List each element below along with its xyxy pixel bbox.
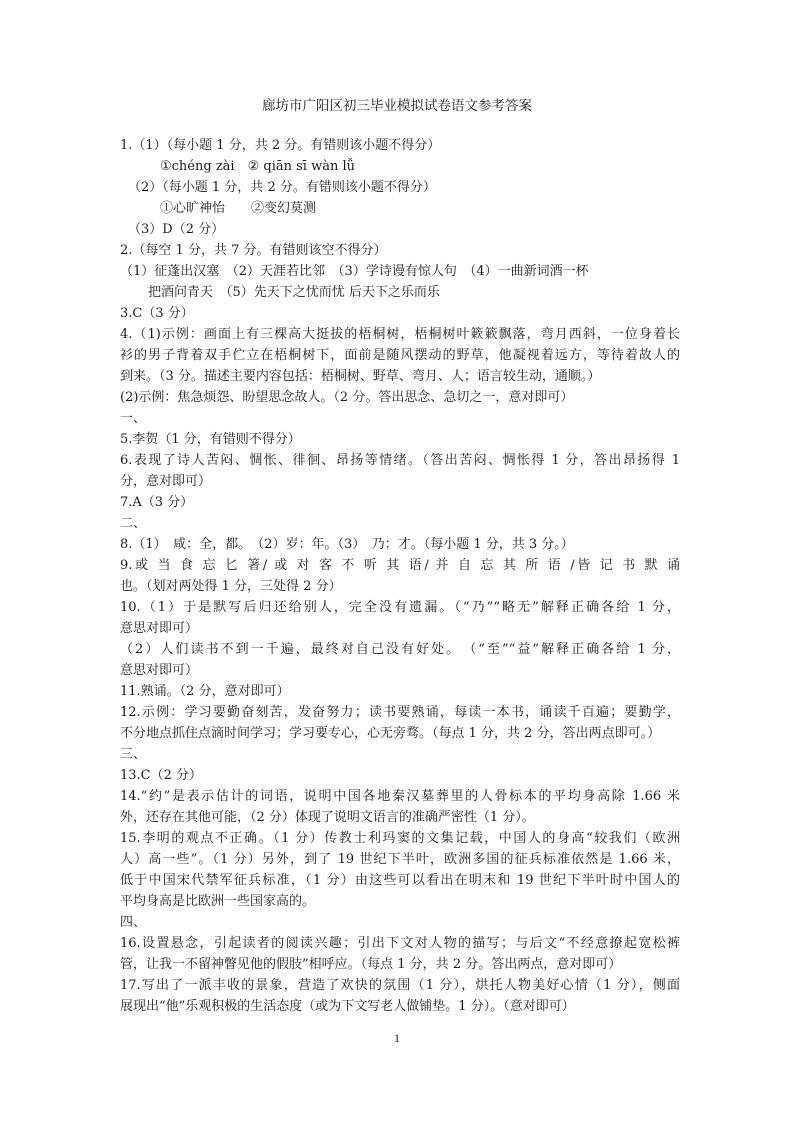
answer-line-17-cont: 展现出“他”乐观积极的生活态度（或为下文写老人做铺垫。1 分）。（意对即可） [120,999,575,1014]
answer-line-10: 10.（1）于是默写后归还给别人，完全没有遗漏。（“乃”“略无”解释正确各给 1 分， [120,600,680,615]
answer-line-2: 2.（每空 1 分，共 7 分。有错则该空不得分） [120,243,387,258]
answer-line-17: 17.写出了一派丰收的景象，营造了欢快的氛围（1 分），烘托人物美好心情（1 分），侧面 [120,978,680,993]
answer-line-7: 7.A（3 分） [120,495,194,510]
answer-line-2-items-cont: 把酒问青天 （5）先天下之忧而忧 后天下之乐而乐 [148,285,440,300]
answer-line-12-cont: 不分地点抓住点滴时间学习；学习要专心，心无旁骛。（每点 1 分，共 2 分，答出两点即可。） [120,726,661,741]
answer-line-4: 4.（1)示例：画面上有三棵高大挺拔的梧桐树，梧桐树叶簌簌飘落，弯月西斜，一位身着长 [120,327,680,342]
answer-line-10-cont: 意思对即可） [120,621,199,636]
answer-line-5: 5.李贺（1 分，有错则不得分） [120,432,301,447]
answer-line-1-2: （2）（每小题 1 分，共 2 分。有错则该小题不得分） [128,180,436,195]
section-heading-1: 一、 [120,411,147,426]
answer-line-1-pinyin: ①chéng zài ② qiān sī wàn lǚ [160,159,355,174]
answer-line-1-3: （3）D（2 分） [128,222,225,237]
answer-line-16: 16.设置悬念，引起读者的阅读兴趣；引出下文对人物的描写；与后文“不经意撩起宽松裤 [120,936,680,951]
answer-body [120,135,680,1017]
answer-line-1-2-words: ①心旷神怡 ②变幻莫测 [160,201,317,216]
answer-line-16-cont: 管，让我一不留神瞥见他的假肢”相呼应。（每点 1 分，共 2 分。答出两点，意对即可） [120,957,622,972]
answer-line-4-cont-2: 到来。（3 分。描述主要内容包括：梧桐树、野草、弯月、人；语言较生动，通顺。） [120,369,601,384]
section-heading-3: 三、 [120,747,147,762]
answer-line-3: 3.C（3 分） [120,306,194,321]
answer-line-6: 6.表现了诗人苦闷、惆怅、徘徊、昂扬等情绪。（答出苦闷、惆怅得 1 分，答出昂扬得 1 [120,453,680,468]
answer-line-6-cont: 分，意对即可） [120,474,212,489]
answer-line-15: 15.李明的观点不正确。（1 分）传教士利玛窦的文集记载，中国人的身高“较我们（欧洲 [120,831,680,846]
answer-line-8: 8.（1） 咸：全，都。 （2）岁：年。（3） 乃：才。（每小题 1 分，共 3 分。） [120,537,574,552]
page-number: 1 [394,1031,400,1045]
answer-line-9: 9.或 当 食 忘 匕 箸/ 或 对 客 不 听 其 语/ 并 自 忘 其 所 语 /皆 记 书 默 诵 [120,558,680,573]
answer-line-14-cont: 外，还存在其他可能，（2 分）体现了说明文语言的准确严密性（1 分）。 [120,810,535,825]
answer-line-10-2: （2）人们读书不到一千遍，最终对自己没有好处。 （“至”“益”解释正确各给 1 分， [120,642,680,657]
answer-line-10-2-cont: 意思对即可） [120,663,199,678]
answer-line-1: 1.（1）（每小题 1 分，共 2 分。有错则该小题不得分） [120,138,441,153]
answer-line-15-cont-2: 低于中国宋代禁军征兵标准，（1 分）由这些可以看出在明末和 19 世纪下半叶时中国人的 [120,873,680,888]
answer-line-14: 14.“约”是表示估计的词语，说明中国各地秦汉墓葬里的人骨标本的平均身高除 1.66 米 [120,789,680,804]
section-heading-4: 四、 [120,915,147,930]
answer-line-4-2: (2)示例：焦急烦怨、盼望思念故人。（2 分。答出思念、急切之一，意对即可） [120,390,574,405]
answer-line-13: 13.C（2 分） [120,768,203,783]
answer-line-15-cont-1: 人）高一些”。（1 分）另外，到了 19 世纪下半叶，欧洲多国的征兵标准依然是 1.66 米， [120,852,680,867]
answer-line-9-cont: 也。（划对两处得 1 分，三处得 2 分） [120,579,342,594]
document-title: 廊坊市广阳区初三毕业模拟试卷语文参考答案 [262,98,532,114]
answer-line-2-items: （1）征蓬出汉塞 （2）天涯若比邻 （3）学诗谩有惊人句 （4）一曲新词酒一杯 [120,264,589,279]
answer-line-11: 11.熟诵。（2 分，意对即可） [120,684,290,699]
answer-line-12: 12.示例：学习要勤奋刻苦，发奋努力；读书要熟诵，每读一本书，诵读千百遍；要勤学， [120,705,680,720]
section-heading-2: 二、 [120,516,147,531]
answer-line-15-cont-3: 平均身高是比欧洲一些国家高的。 [120,894,316,909]
answer-line-4-cont-1: 衫的男子背着双手伫立在梧桐树下，面前是随风摆动的野草，他凝视着远方，等待着故人的 [120,348,680,363]
